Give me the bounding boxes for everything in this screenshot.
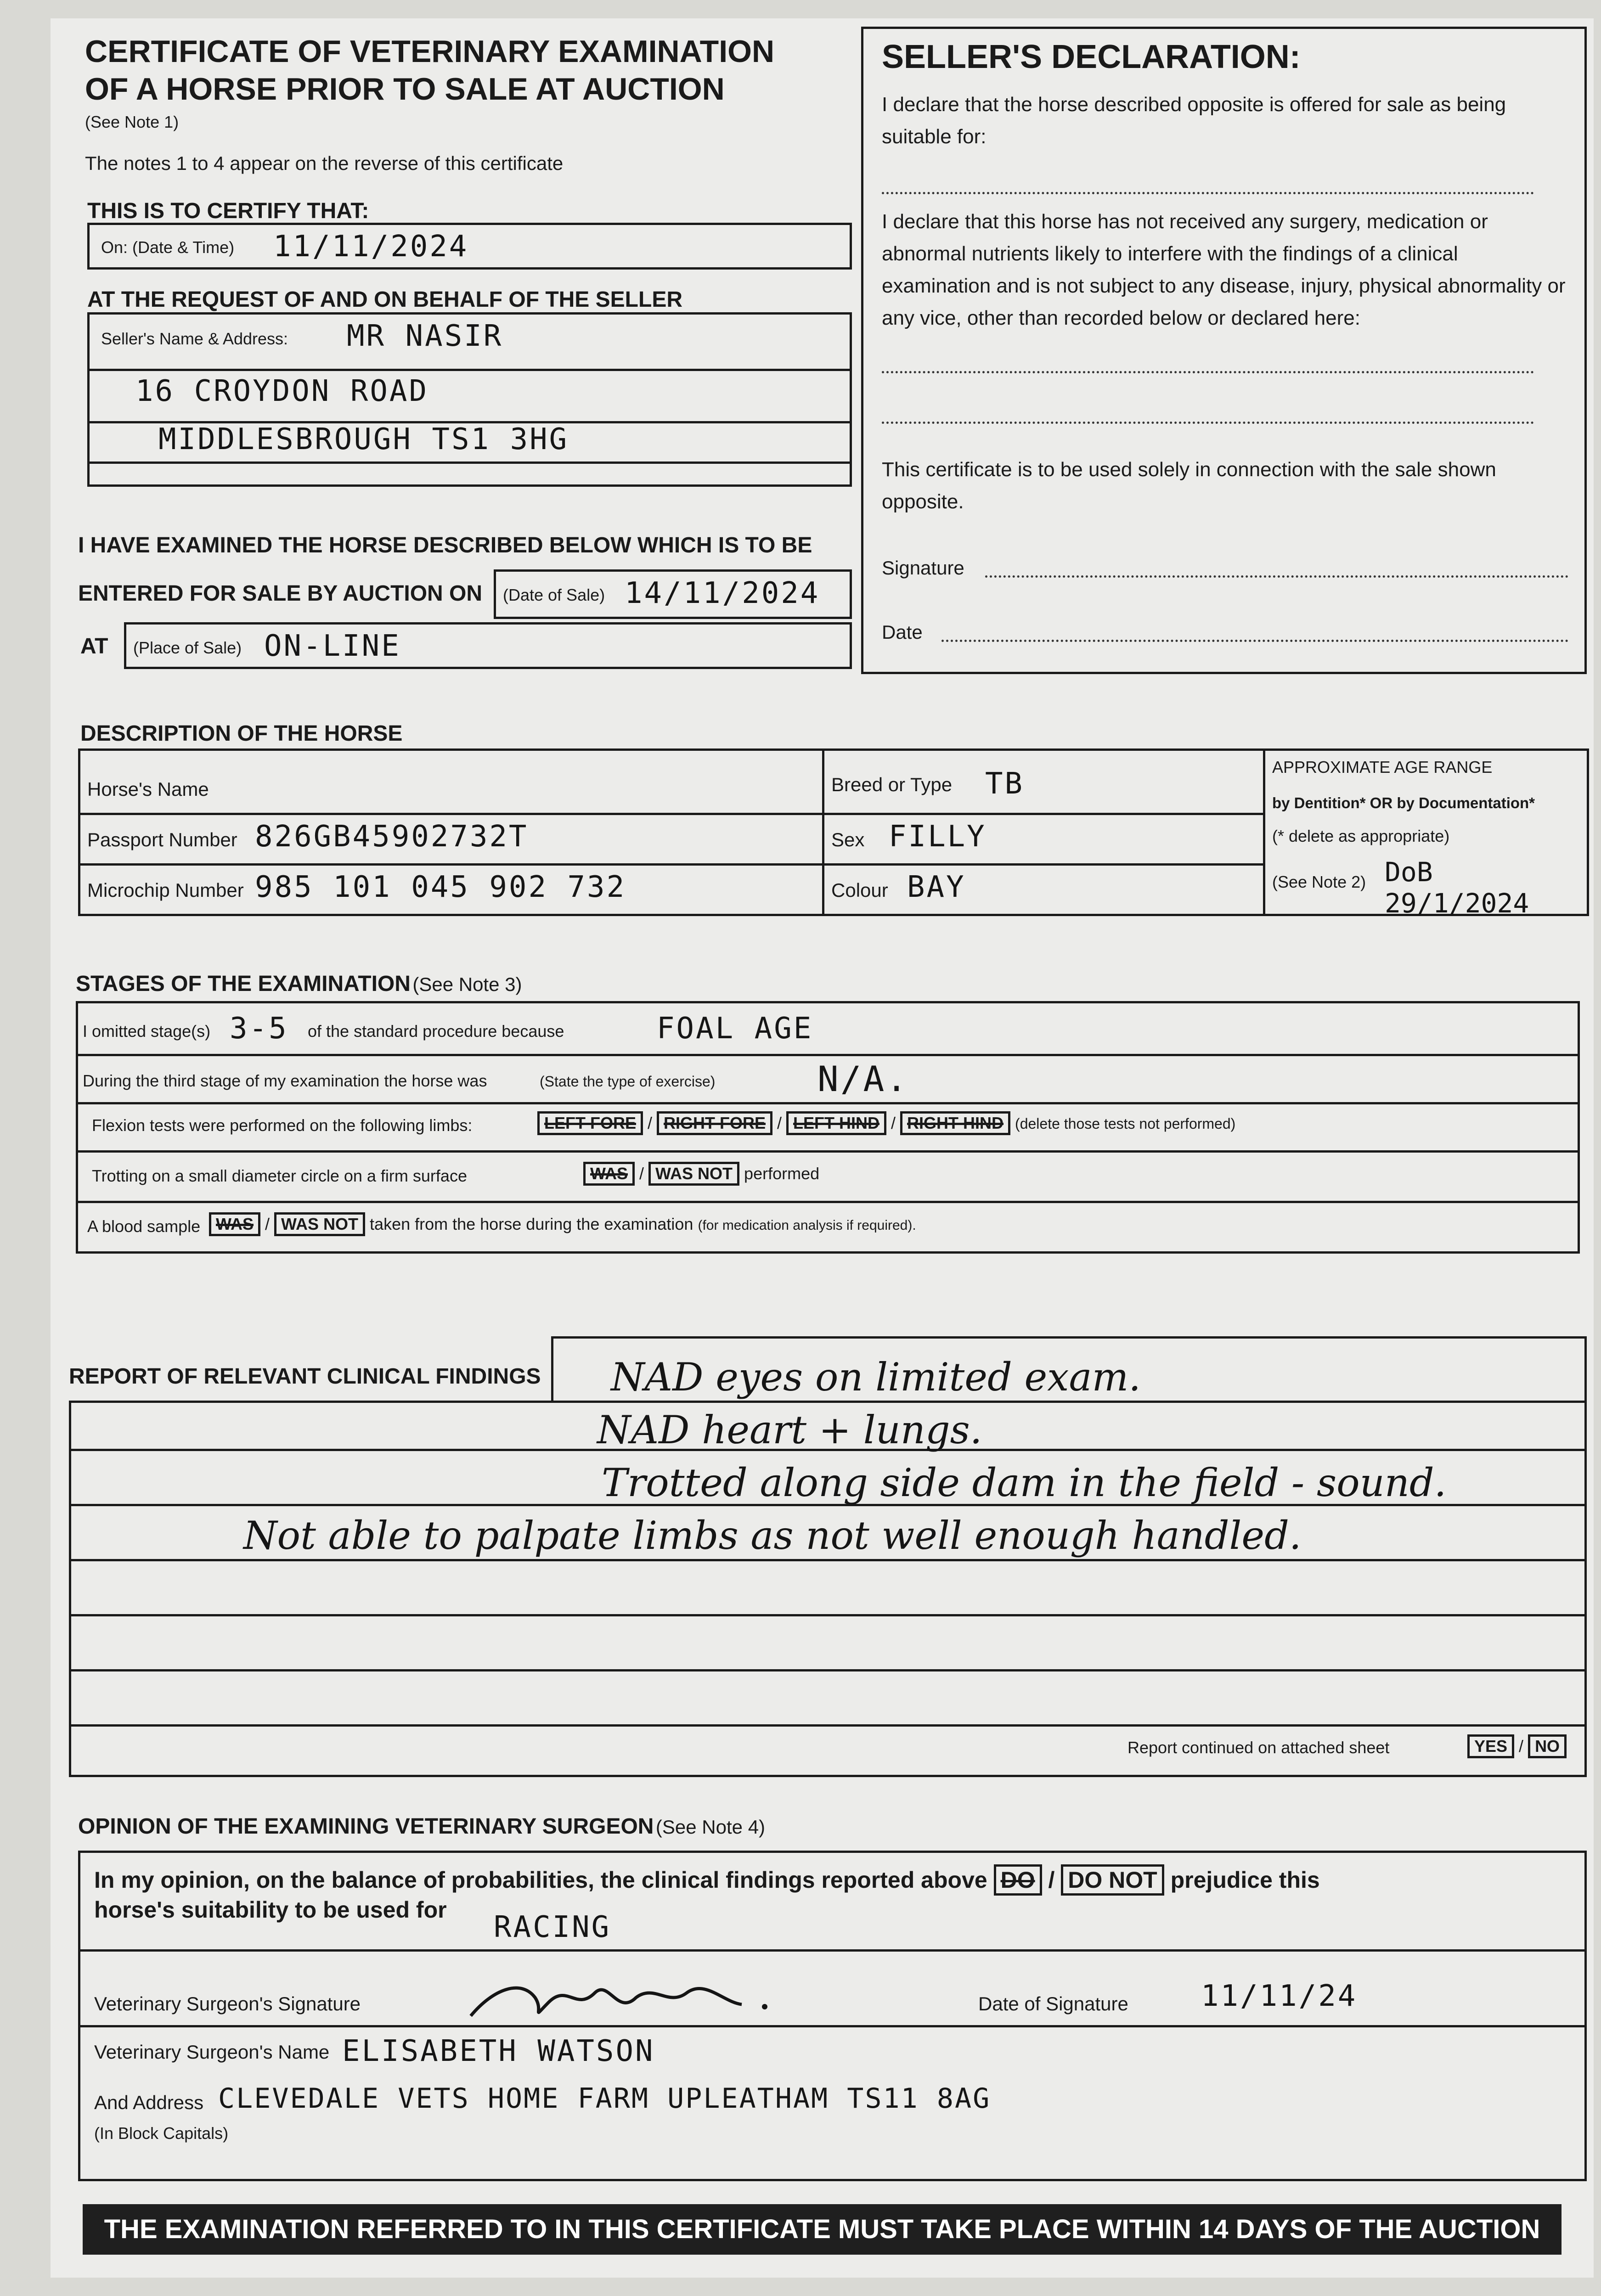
continued-label: Report continued on attached sheet: [1127, 1738, 1390, 1757]
horse-name-label: Horse's Name: [87, 778, 209, 800]
stages-heading: STAGES OF THE EXAMINATION: [76, 972, 411, 996]
finding-line-4: Not able to palpate limbs as not well enough handled.: [243, 1513, 1302, 1558]
opinion-text-c: horse's suitability to be used for: [94, 1897, 447, 1923]
certificate-page: [51, 18, 1594, 2278]
footer-banner: THE EXAMINATION REFERRED TO IN THIS CERTIFICATE MUST TAKE PLACE WITHIN 14 DAYS OF THE AUCTION: [83, 2204, 1562, 2255]
declaration-text-2: I declare that this horse has not received any surgery, medication or abnormal nutrients likely to interfere with the findings of a clinical examination and is not subject to any disease, injury, physical abnormality or any vice, other than recorded below or declared here:: [882, 210, 1566, 329]
opinion-heading-row: [78, 1814, 765, 1839]
omitted-suffix: of the standard procedure because: [308, 1022, 564, 1041]
notes-text: The notes 1 to 4 appear on the reverse of this certificate: [85, 152, 564, 174]
colour-label: Colour: [831, 879, 888, 901]
flexion-left-fore[interactable]: LEFT FORE: [537, 1111, 643, 1135]
blood-note: (for medication analysis if required).: [698, 1218, 916, 1233]
trotting-was[interactable]: WAS: [583, 1162, 635, 1186]
title-line-1: CERTIFICATE OF VETERINARY EXAMINATION: [85, 34, 775, 69]
vet-signature-scribble: [466, 1961, 797, 2025]
title-line-2: OF A HORSE PRIOR TO SALE AT AUCTION: [85, 72, 725, 107]
description-table: [78, 748, 1589, 919]
see-note-1: (See Note 1): [85, 113, 179, 131]
finding-line-1: NAD eyes on limited exam.: [611, 1355, 1141, 1400]
seller-address-field[interactable]: [87, 312, 852, 487]
seller-signature-label: Signature: [882, 557, 964, 579]
request-heading: AT THE REQUEST OF AND ON BEHALF OF THE SELLER: [87, 287, 682, 312]
blood-was-not[interactable]: WAS NOT: [274, 1212, 365, 1236]
vet-address-value: CLEVEDALE VETS HOME FARM UPLEATHAM TS11 8AG: [218, 2082, 991, 2115]
declaration-text-1: I declare that the horse described opposite is offered for sale as being suitable for:: [882, 93, 1506, 148]
exam-date-field[interactable]: [87, 223, 852, 270]
seller-address-1: 16 CROYDON ROAD: [135, 374, 428, 408]
flexion-right-fore[interactable]: RIGHT FORE: [657, 1111, 772, 1135]
vet-address-note: (In Block Capitals): [94, 2124, 229, 2143]
age-line-3: (* delete as appropriate): [1272, 827, 1450, 845]
third-stage-note: (State the type of exercise): [540, 1073, 716, 1090]
seller-date-label: Date: [882, 621, 923, 643]
seller-declaration-box: [861, 27, 1587, 674]
microchip-value: 985 101 045 902 732: [255, 870, 626, 904]
age-line-2: by Dentition* OR by Documentation*: [1272, 794, 1535, 811]
opinion-do[interactable]: DO: [994, 1864, 1042, 1896]
exam-date-value: 11/11/2024: [273, 230, 469, 264]
examined-text-1: I HAVE EXAMINED THE HORSE DESCRIBED BELOW WHICH IS TO BE: [78, 533, 812, 557]
age-value: DoB 29/1/2024: [1385, 856, 1529, 919]
trotting-options: WAS / WAS NOT performed: [583, 1162, 819, 1186]
blood-was[interactable]: WAS: [209, 1212, 260, 1236]
blood-label: A blood sample: [87, 1217, 201, 1236]
sex-value: FILLY: [889, 820, 987, 854]
third-stage-value: N/A.: [817, 1058, 909, 1099]
opinion-text-a: In my opinion, on the balance of probabilities, the clinical findings reported above: [94, 1867, 987, 1893]
age-note: (See Note 2): [1272, 872, 1366, 891]
findings-box[interactable]: [69, 1401, 1587, 1777]
vet-address-label: And Address: [94, 2092, 204, 2113]
passport-value: 826GB45902732T: [255, 820, 529, 854]
date-of-sale-label: (Date of Sale): [503, 585, 605, 604]
opinion-box: [78, 1851, 1587, 2181]
continued-yes[interactable]: YES: [1467, 1734, 1514, 1758]
exam-date-label: On: (Date & Time): [101, 238, 235, 257]
flexion-options: LEFT FORE / RIGHT FORE / LEFT HIND / RIGHT HIND (delete those tests not performed): [537, 1111, 1235, 1135]
date-of-signature-value: 11/11/24: [1201, 1979, 1358, 2013]
passport-label: Passport Number: [87, 829, 237, 850]
findings-heading: REPORT OF RELEVANT CLINICAL FINDINGS: [69, 1364, 541, 1389]
certify-heading: THIS IS TO CERTIFY THAT:: [87, 199, 369, 223]
declaration-heading: SELLER'S DECLARATION:: [882, 39, 1301, 75]
description-heading: DESCRIPTION OF THE HORSE: [80, 721, 403, 746]
at-label: AT: [80, 634, 108, 658]
declared-here-line-1[interactable]: [882, 371, 1534, 373]
declaration-text-3: This certificate is to be used solely in connection with the sale shown opposite.: [882, 458, 1496, 513]
colour-value: BAY: [907, 870, 966, 904]
opinion-use-value: RACING: [494, 1910, 611, 1944]
opinion-text-b: prejudice this: [1170, 1867, 1320, 1893]
examined-text-2: ENTERED FOR SALE BY AUCTION ON: [78, 581, 483, 606]
date-of-signature-label: Date of Signature: [978, 1993, 1128, 2015]
date-of-sale-value: 14/11/2024: [625, 576, 820, 610]
omitted-prefix: I omitted stage(s): [83, 1022, 211, 1041]
vet-signature-label: Veterinary Surgeon's Signature: [94, 1993, 361, 2015]
seller-name: MR NASIR: [347, 319, 503, 353]
flexion-note: (delete those tests not performed): [1015, 1115, 1236, 1132]
flexion-right-hind[interactable]: RIGHT HIND: [900, 1111, 1010, 1135]
place-label: (Place of Sale): [133, 638, 242, 657]
microchip-label: Microchip Number: [87, 879, 244, 901]
omitted-value: 3-5: [230, 1012, 288, 1046]
blood-suffix: taken from the horse during the examination: [370, 1215, 693, 1233]
stages-heading-note: (See Note 3): [412, 974, 522, 995]
continued-options: YES / NO: [1467, 1734, 1567, 1758]
stages-table: [76, 1001, 1580, 1254]
blood-options: WAS / WAS NOT taken from the horse during the examination (for medication analysis if required).: [209, 1212, 916, 1236]
finding-line-3: Trotted along side dam in the field - sound.: [602, 1460, 1447, 1505]
vet-name-value: ELISABETH WATSON: [342, 2034, 655, 2068]
trotting-was-not[interactable]: WAS NOT: [648, 1162, 739, 1186]
opinion-heading-note: (See Note 4): [655, 1816, 766, 1838]
trotting-label: Trotting on a small diameter circle on a firm surface: [92, 1166, 467, 1185]
opinion-heading: OPINION OF THE EXAMINING VETERINARY SURGEON: [78, 1814, 654, 1839]
flexion-left-hind[interactable]: LEFT HIND: [786, 1111, 886, 1135]
suitable-for-line[interactable]: [882, 192, 1534, 194]
opinion-text-row: In my opinion, on the balance of probabilities, the clinical findings reported above DO / DO NOT prejudice this: [94, 1864, 1320, 1896]
vet-name-label: Veterinary Surgeon's Name: [94, 2041, 330, 2063]
date-of-sale-field[interactable]: [494, 569, 852, 619]
flexion-label: Flexion tests were performed on the following limbs:: [92, 1116, 473, 1135]
trotting-suffix: performed: [744, 1164, 820, 1183]
seller-label: Seller's Name & Address:: [101, 329, 288, 348]
finding-line-2: NAD heart + lungs.: [597, 1407, 982, 1452]
omitted-reason: FOAL AGE: [657, 1012, 813, 1046]
place-value: ON-LINE: [264, 629, 401, 663]
third-stage-label: During the third stage of my examination the horse was: [83, 1071, 487, 1090]
seller-signature-line[interactable]: [985, 575, 1568, 578]
age-heading: APPROXIMATE AGE RANGE: [1272, 758, 1493, 777]
declared-here-line-2[interactable]: [882, 422, 1534, 424]
opinion-do-not[interactable]: DO NOT: [1061, 1864, 1164, 1896]
breed-value: TB: [985, 767, 1025, 801]
stages-heading-row: [76, 971, 522, 996]
seller-date-line[interactable]: [941, 640, 1568, 642]
continued-no[interactable]: NO: [1528, 1734, 1567, 1758]
place-of-sale-field[interactable]: [124, 622, 852, 669]
seller-address-2: MIDDLESBROUGH TS1 3HG: [158, 422, 569, 456]
sex-label: Sex: [831, 829, 865, 850]
breed-label: Breed or Type: [831, 774, 953, 795]
